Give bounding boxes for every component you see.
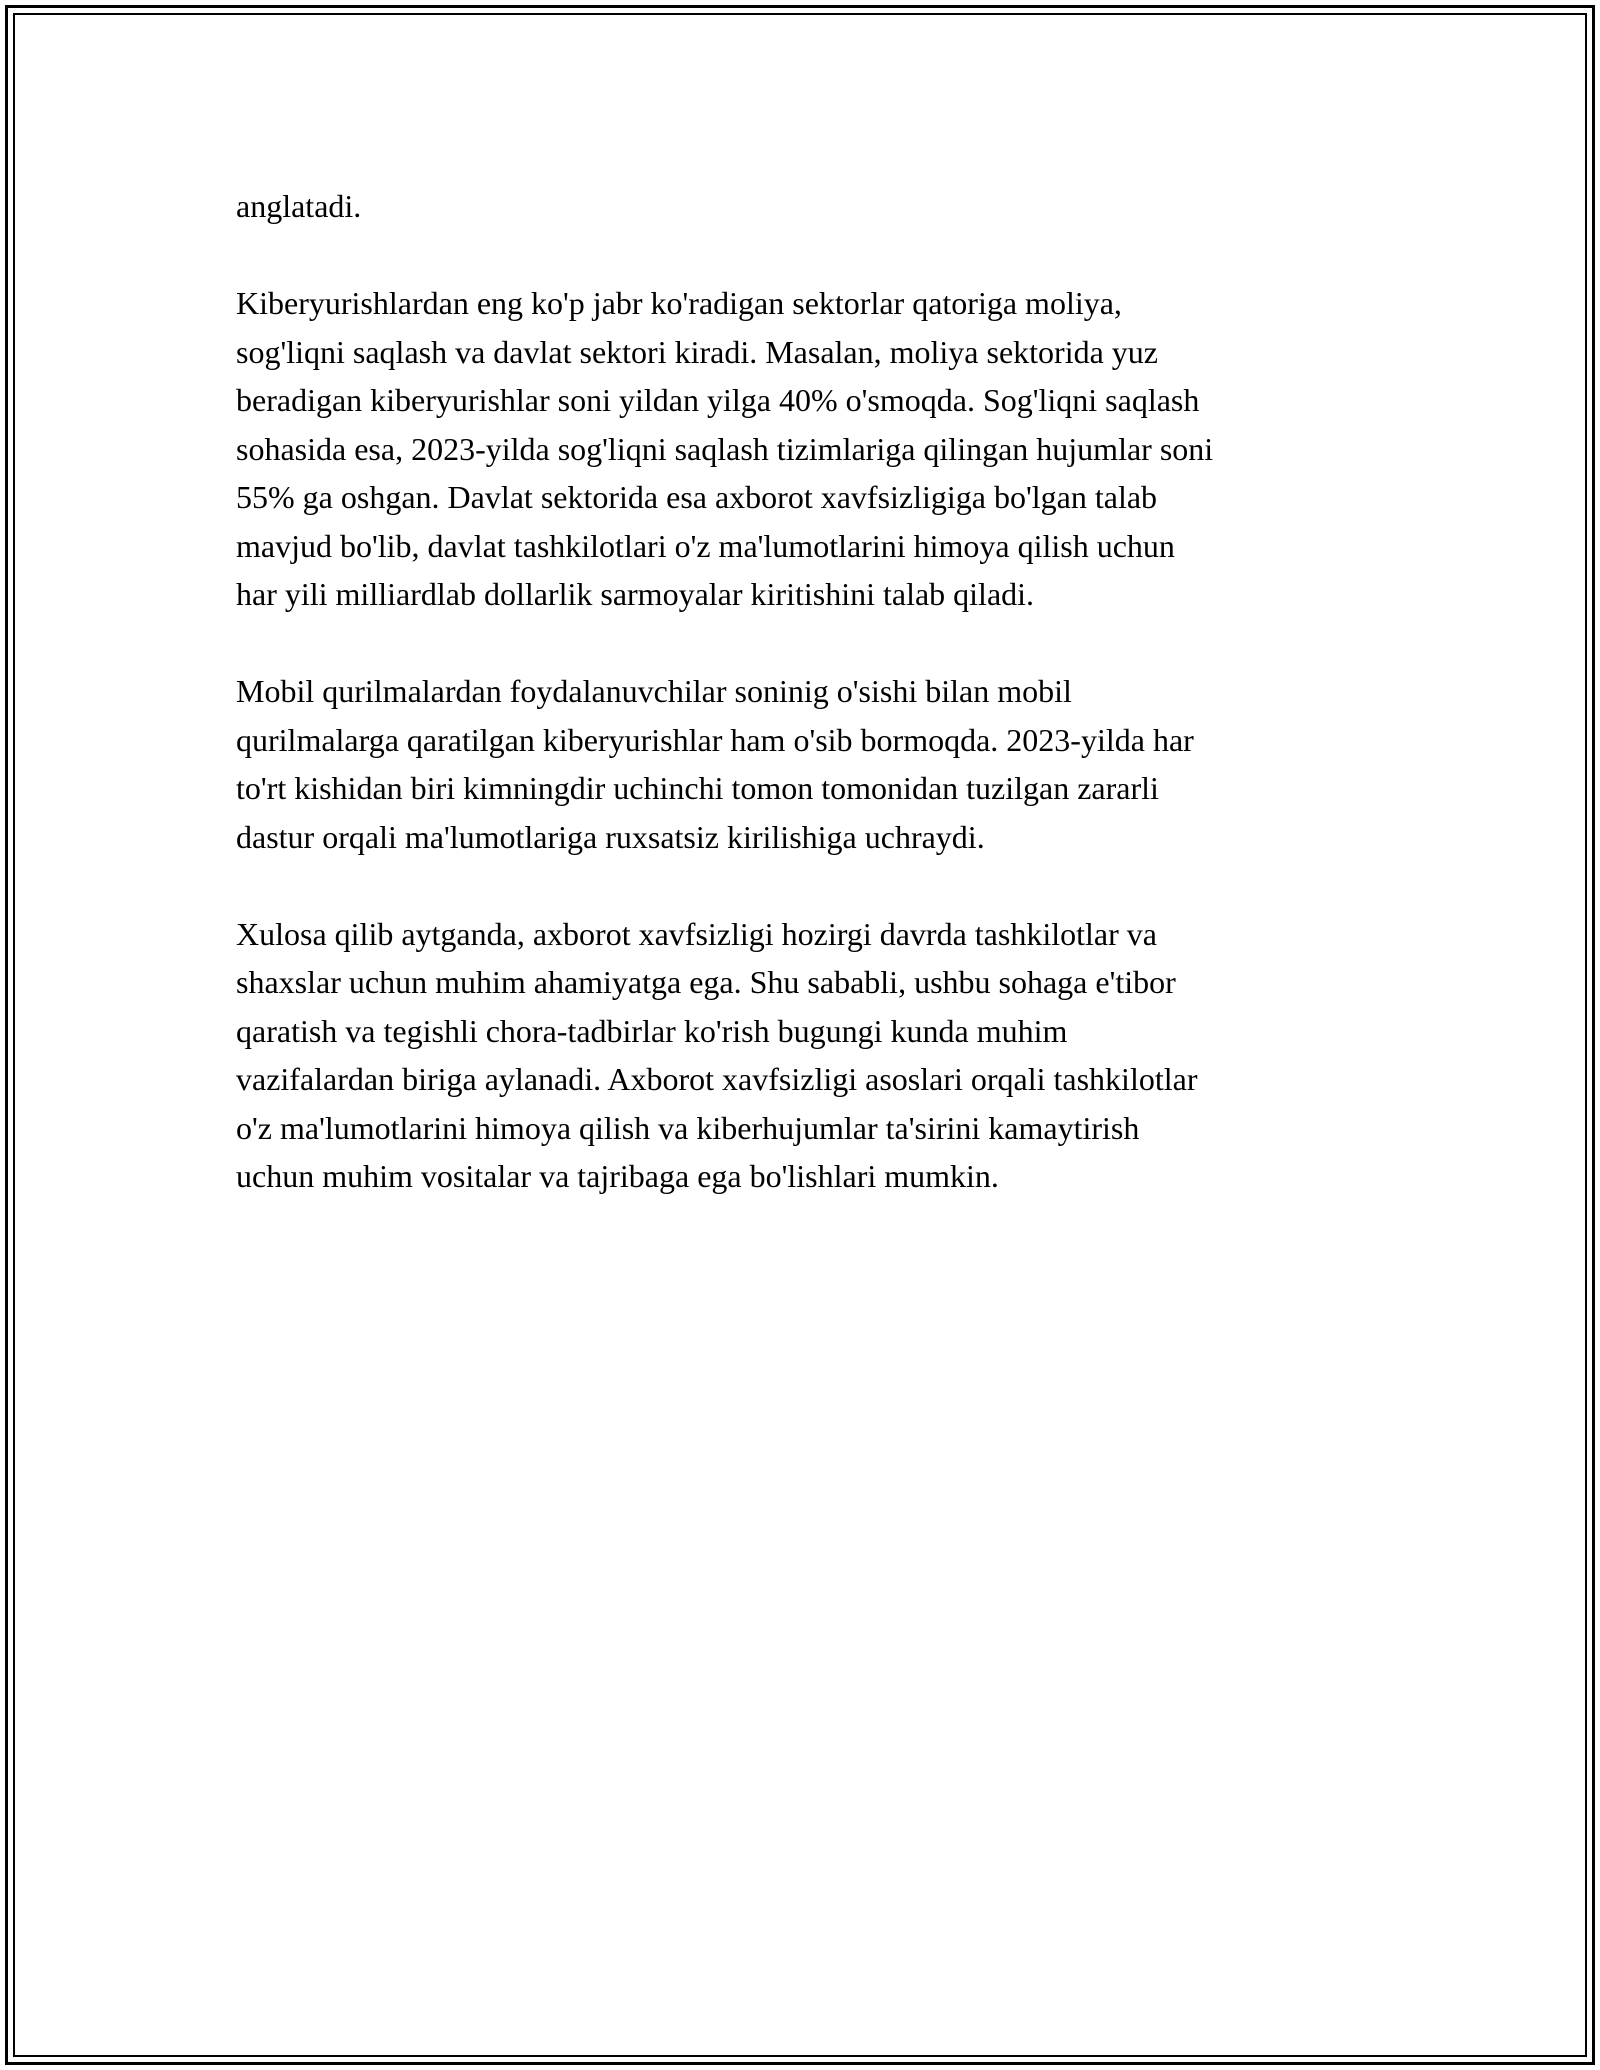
paragraph-1	[236, 182, 1376, 231]
paragraph-line: 55% ga oshgan. Davlat sektorida esa axborot xavfsizligiga bo'lgan talab	[236, 479, 1158, 515]
paragraph-line: beradigan kiberyurishlar soni yildan yilga 40% o'smoqda. Sog'liqni saqlash	[236, 382, 1200, 418]
paragraph-line: qaratish va tegishli chora-tadbirlar ko'rish bugungi kunda muhim	[236, 1012, 1068, 1049]
paragraph-line: dastur orqali ma'lumotlariga ruxsatsiz kirilishiga uchraydi.	[236, 818, 985, 855]
paragraph-line: o'z ma'lumotlarini himoya qilish va kiberhujumlar ta'sirini kamaytirish	[236, 1109, 1140, 1146]
paragraph-line: uchun muhim vositalar va tajribaga ega bo'lishlari mumkin.	[236, 1158, 999, 1194]
paragraph-line: to'rt kishidan biri kimningdir uchinchi tomon tomonidan tuzilgan zararli	[236, 770, 1159, 806]
paragraph-line: shaxslar uchun muhim ahamiyatga ega. Shu sababli, ushbu sohaga e'tibor	[236, 964, 1176, 1000]
paragraph-line: sog'liqni saqlash va davlat sektori kiradi. Masalan, moliya sektorida yuz	[236, 333, 1158, 370]
paragraph-line: Mobil qurilmalardan foydalanuvchilar soninig o'sishi bilan mobil	[236, 673, 1072, 709]
paragraph-2	[236, 279, 1376, 619]
paragraph-line: Xulosa qilib aytganda, axborot xavfsizligi hozirgi davrda tashkilotlar va	[236, 915, 1157, 952]
paragraph-line: sohasida esa, 2023-yilda sog'liqni saqlash tizimlariga qilingan hujumlar soni	[236, 430, 1214, 467]
paragraph-3	[236, 667, 1376, 861]
paragraph-line: qurilmalarga qaratilgan kiberyurishlar ham o'sib bormoqda. 2023-yilda har	[236, 721, 1194, 758]
paragraph-line: mavjud bo'lib, davlat tashkilotlari o'z ma'lumotlarini himoya qilish uchun	[236, 527, 1175, 564]
paragraph-line: anglatadi.	[236, 188, 362, 224]
paragraph-line: Kiberyurishlardan eng ko'p jabr ko'radigan sektorlar qatoriga moliya,	[236, 285, 1122, 321]
paragraph-line: har yili milliardlab dollarlik sarmoyalar kiritishini talab qiladi.	[236, 576, 1035, 612]
document-body	[236, 182, 1376, 1249]
paragraph-line: vazifalardan biriga aylanadi. Axborot xavfsizligi asoslari orqali tashkilotlar	[236, 1061, 1198, 1097]
paragraph-4	[236, 910, 1376, 1201]
